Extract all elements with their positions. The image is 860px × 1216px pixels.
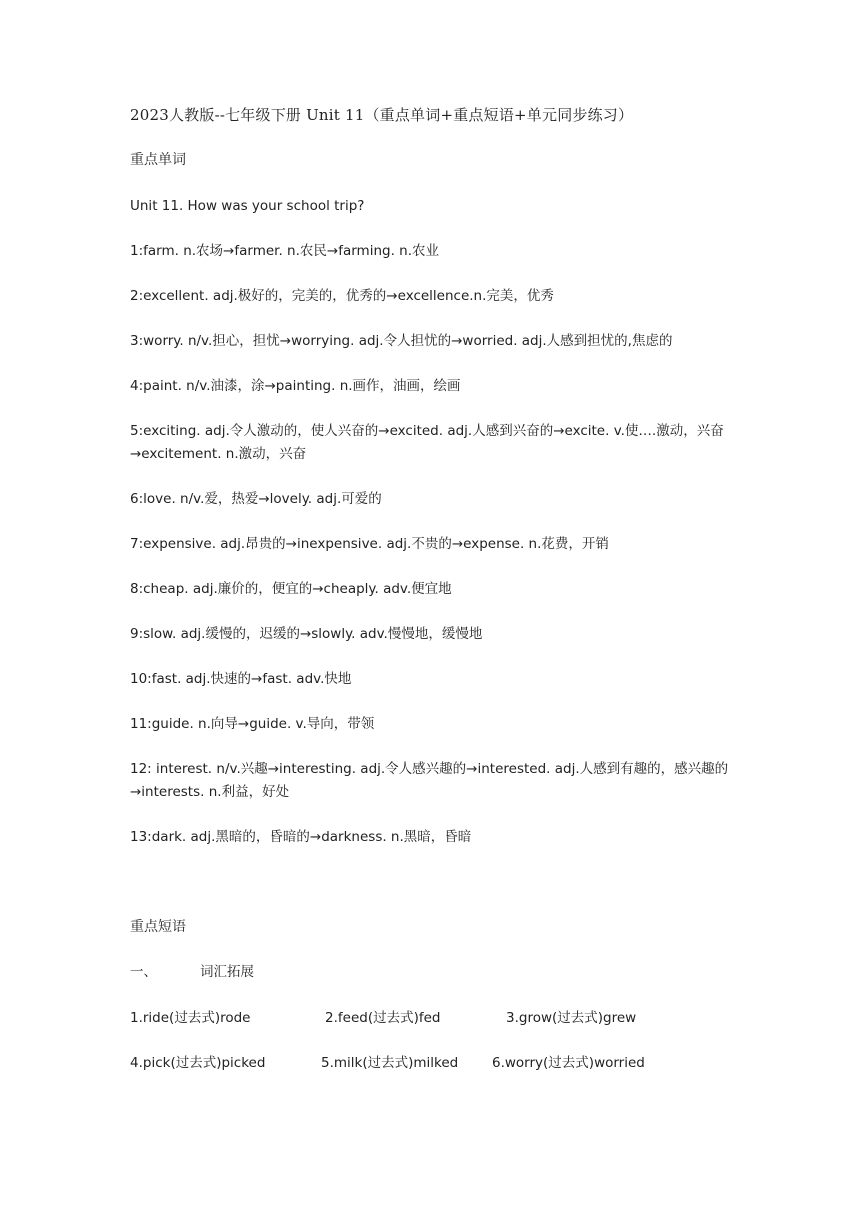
word-entry-5-continuation: →excitement. n.激动，兴奋 xyxy=(130,446,307,462)
subsection-number: 一、 xyxy=(130,964,157,980)
word-entry-5: 5:exciting. adj.令人激动的，使人兴奋的→excited. adj.人感到兴奋的→excite. v.使….激动，兴奋 xyxy=(130,423,724,439)
word-entry-1: 1:farm. n.农场→farmer. n.农民→farming. n.农业 xyxy=(130,243,440,259)
past-tense-item-6: 6.worry(过去式)worried xyxy=(492,1055,645,1071)
past-tense-item-5: 5.milk(过去式)milked xyxy=(321,1055,459,1071)
word-entry-13: 13:dark. adj.黑暗的，昏暗的→darkness. n.黑暗，昏暗 xyxy=(130,829,472,845)
word-entry-7: 7:expensive. adj.昂贵的→inexpensive. adj.不贵的→expense. n.花费，开销 xyxy=(130,536,609,552)
past-tense-item-3: 3.grow(过去式)grew xyxy=(506,1010,637,1026)
word-entry-6: 6:love. n/v.爱，热爱→lovely. adj.可爱的 xyxy=(130,491,382,507)
page-title: 2023人教版--七年级下册 Unit 11（重点单词+重点短语+单元同步练习） xyxy=(130,106,634,124)
word-entry-2: 2:excellent. adj.极好的，完美的，优秀的→excellence.n.完美，优秀 xyxy=(130,288,554,304)
subsection-label: 词汇拓展 xyxy=(200,964,254,980)
word-entry-12-continuation: →interests. n.利益，好处 xyxy=(130,784,290,800)
past-tense-item-1: 1.ride(过去式)rode xyxy=(130,1010,251,1026)
word-entry-9: 9:slow. adj.缓慢的，迟缓的→slowly. adv.慢慢地，缓慢地 xyxy=(130,626,483,642)
past-tense-item-4: 4.pick(过去式)picked xyxy=(130,1055,266,1071)
section-heading-key-words: 重点单词 xyxy=(130,152,186,168)
word-entry-10: 10:fast. adj.快速的→fast. adv.快地 xyxy=(130,671,352,687)
word-entry-8: 8:cheap. adj.廉价的，便宜的→cheaply. adv.便宜地 xyxy=(130,581,452,597)
word-entry-12: 12: interest. n/v.兴趣→interesting. adj.令人感兴趣的→interested. adj.人感到有趣的，感兴趣的 xyxy=(130,761,729,777)
past-tense-item-2: 2.feed(过去式)fed xyxy=(325,1010,441,1026)
word-entry-4: 4:paint. n/v.油漆，涂→painting. n.画作，油画，绘画 xyxy=(130,378,461,394)
unit-heading: Unit 11. How was your school trip? xyxy=(130,198,365,214)
word-entry-11: 11:guide. n.向导→guide. v.导向，带领 xyxy=(130,716,375,732)
word-entry-3: 3:worry. n/v.担心，担忧→worrying. adj.令人担忧的→worried. adj.人感到担忧的,焦虑的 xyxy=(130,333,673,349)
section-heading-key-phrases: 重点短语 xyxy=(130,919,186,935)
